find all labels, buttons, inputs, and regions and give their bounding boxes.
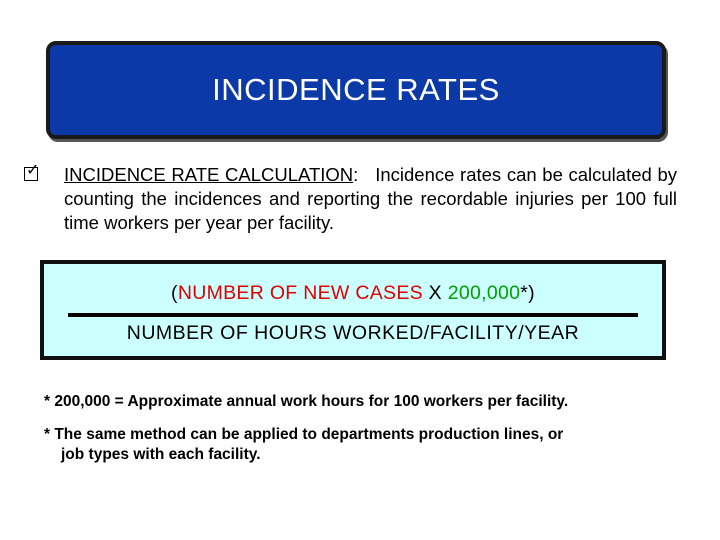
- footnote-method-line2: job types with each facility.: [61, 446, 261, 463]
- fraction-line: [68, 313, 638, 317]
- footnote-method: [44, 425, 664, 465]
- formula-open-paren: (: [171, 282, 178, 304]
- formula-multiplier: 200,000: [447, 282, 521, 304]
- formula-star-paren: *): [520, 282, 535, 304]
- formula-numerator: [44, 282, 662, 305]
- title-banner: [46, 41, 666, 139]
- formula-denominator: NUMBER OF HOURS WORKED/FACILITY/YEAR: [126, 322, 580, 344]
- bullet-item: [24, 163, 677, 235]
- bullet-paragraph: [64, 163, 677, 235]
- footnote-method-line1: * The same method can be applied to departments production lines, or: [44, 426, 564, 443]
- bullet-colon: :: [353, 164, 359, 185]
- formula-new-cases: NUMBER OF NEW CASES: [177, 282, 423, 304]
- page-title: INCIDENCE RATES: [212, 72, 500, 107]
- footnote-multiplier: * 200,000 = Approximate annual work hours for 100 workers per facility.: [44, 393, 569, 410]
- formula-times: X: [422, 282, 448, 304]
- bullet-heading: INCIDENCE RATE CALCULATION: [64, 164, 354, 185]
- formula-box: [40, 260, 666, 360]
- checkbox-checked-icon: ✓: [26, 162, 40, 179]
- bullet-text: Incidence rates can be calculated by counting the incidences and reporting the recordable injuries per 100 full time workers per year per facility.: [64, 164, 677, 233]
